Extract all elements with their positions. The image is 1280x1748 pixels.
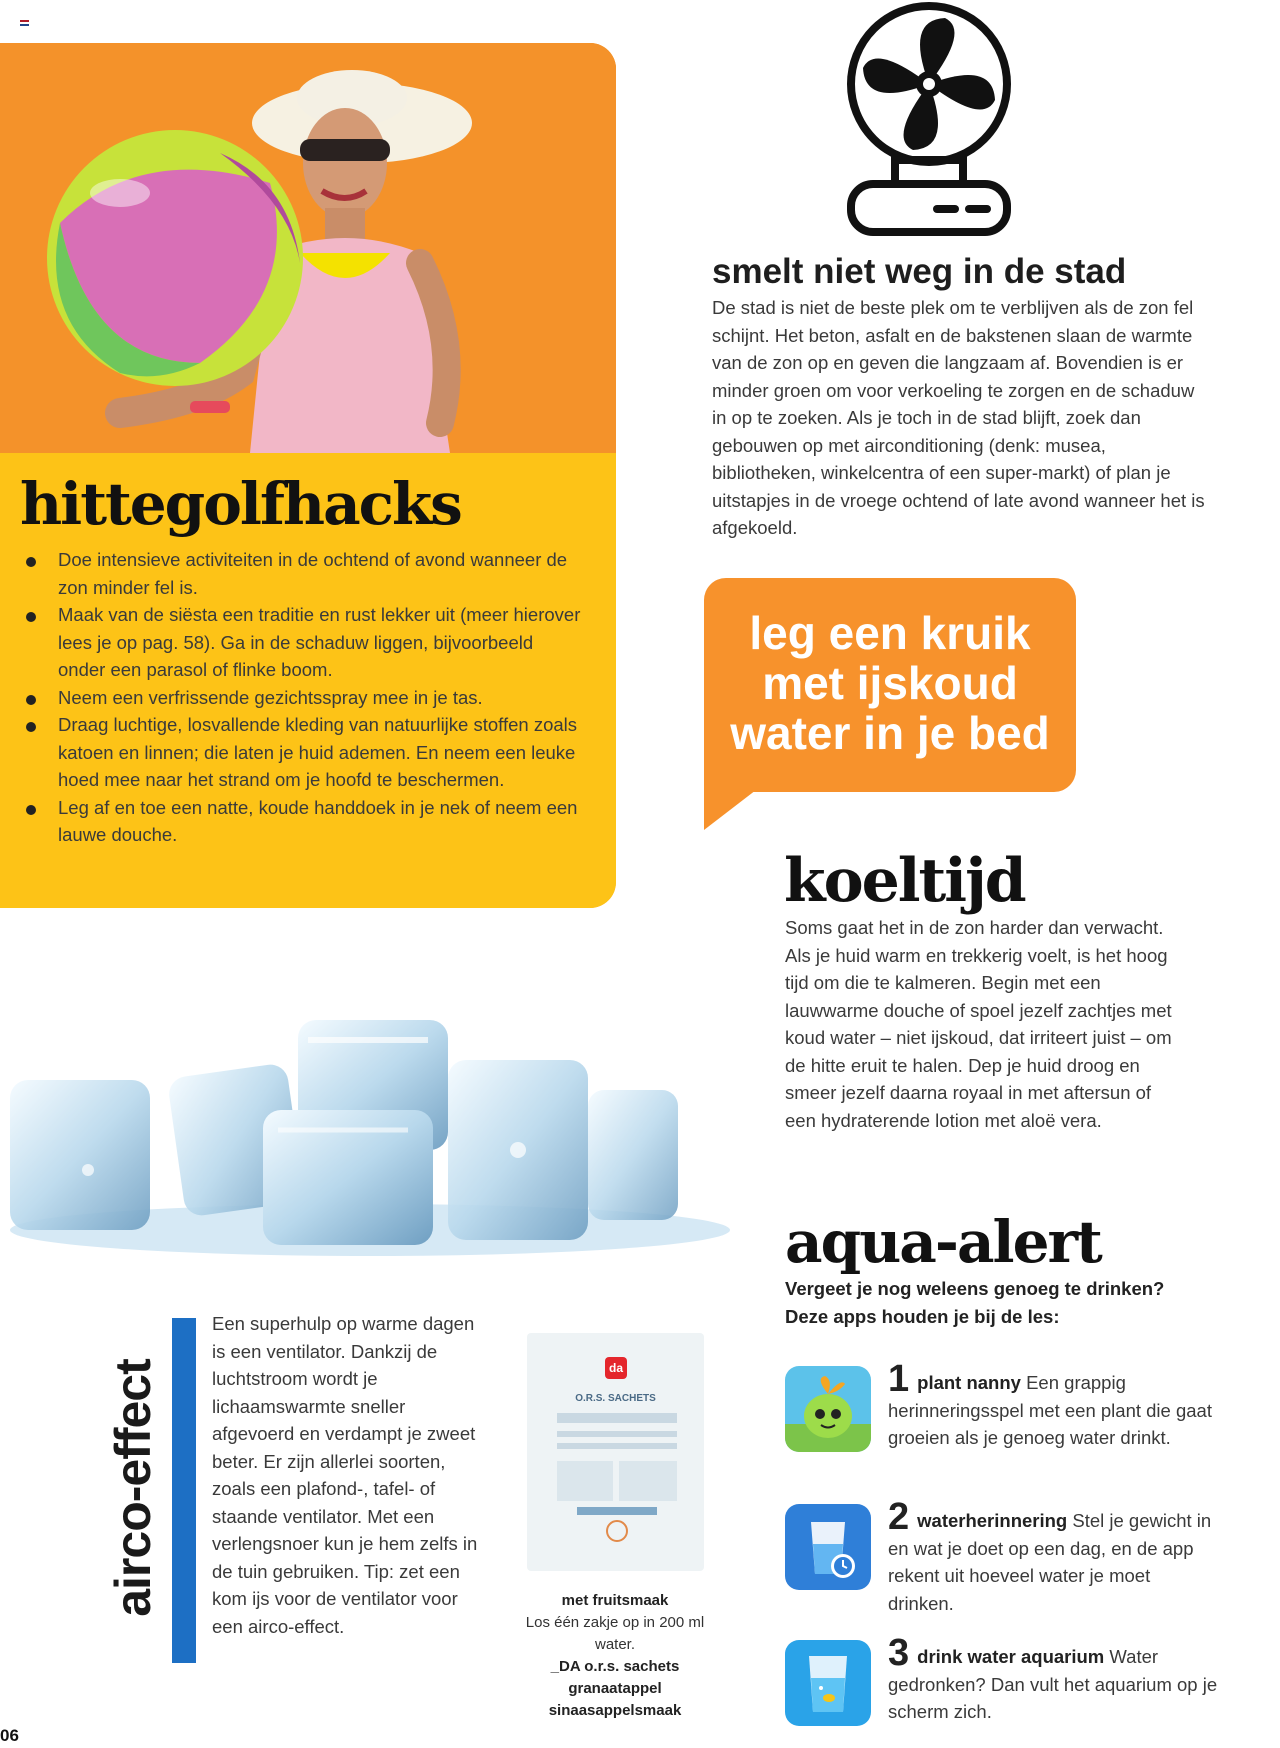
list-item: Doe intensieve activiteiten in de ochtend of avond wanneer de zon minder fel is. <box>24 546 584 601</box>
app-name: drink water aquarium <box>917 1646 1105 1667</box>
airco-title-wrap <box>88 1318 178 1658</box>
smelt-title: smelt niet weg in de stad <box>712 252 1127 291</box>
bubble-line: leg een kruik <box>749 607 1031 659</box>
airco-title: airco-effect <box>105 1359 161 1617</box>
bullet-icon <box>26 695 36 705</box>
smelt-body: De stad is niet de beste plek om te verblijven als de zon fel schijnt. Het beton, asfalt en de bakstenen slaan de warmte van de zon op en geven die langzaam af. Bovendien is er minder groen om voor verkoeling te zorgen en de schaduw in op te zoeken. Als je toch in de stad blijft, zoek dan gebouwen op met airconditioning (denk: musea, bibliotheken, winkelcentra of een super-markt) of plan je uitstapjes in de vroege ochtend of late avond wanneer het is afgekoeld. <box>712 297 1205 538</box>
product-caption <box>520 1590 710 1722</box>
koeltijd-body: Soms gaat het in de zon harder dan verwacht. Als je huid warm en trekkerig voelt, is het hoog tijd om die te kalmeren. Begin met een lauwwarme douche of spoel jezelf zachtjes met koud water – niet ijskoud, dat irriteert juist – om de hitte eruit te halen. Dep je huid droog en smeer jezelf daarna royaal in met aftersun of een hydraterende lotion met aloë vera. <box>785 917 1172 1131</box>
airco-body: Een superhulp op warme dagen is een ventilator. Dankzij de luchtstroom wordt je lichaamswarmte sneller afgevoerd en verdampt je zweet beter. Er zijn allerlei soorten, zoals een plafond-, tafel- of staande ventilator. Met een verlengsnoer kun je hem zelfs in de tuin gebruiken. Tip: zet een kom ijs voor de ventilator voor een airco-effect. <box>212 1313 478 1637</box>
plant-nanny-icon[interactable] <box>785 1366 871 1452</box>
bullet-icon <box>26 722 36 732</box>
bullet-icon <box>26 612 36 622</box>
bubble-line: water in je bed <box>730 707 1050 759</box>
flag-icon <box>20 20 29 26</box>
airco-accent-bar <box>172 1318 196 1663</box>
aqua-title: aqua-alert <box>785 1208 1101 1276</box>
caption-flavor: sinaasappelsmaak <box>548 1702 682 1719</box>
bullet-icon <box>26 805 36 815</box>
water-reminder-icon[interactable] <box>785 1504 871 1590</box>
aqua-subtitle: Vergeet je nog weleens genoeg te drinken? Deze apps houden je bij de les: <box>785 1278 1165 1327</box>
bullet-icon <box>26 557 36 567</box>
page-number: 06 <box>0 1726 19 1745</box>
list-item: Maak van de siësta een traditie en rust lekker uit (meer hierover lees je op pag. 58). Ga in de schaduw liggen, bijvoorbeeld onder een parasol of flinke boom. <box>24 601 584 684</box>
app-description: Stel je gewicht in en wat je doet op een dag, en de app rekent uit hoeveel water je moet drinken. <box>888 1510 1212 1614</box>
fan-icon <box>845 0 1013 238</box>
hittegolf-title: hittegolfhacks <box>20 470 461 538</box>
app-description: Water gedronken? Dan vult het aquarium op je scherm zich. <box>888 1646 1218 1722</box>
tip-bubble <box>704 578 1076 792</box>
hittegolf-list <box>24 546 584 849</box>
product-pack-title: O.R.S. SACHETS <box>575 1393 656 1404</box>
app-number: 1 <box>888 1358 910 1400</box>
ors-sachets-product <box>527 1333 704 1571</box>
app-number: 2 <box>888 1496 910 1538</box>
caption-text: Los één zakje op in 200 ml water. <box>525 1614 705 1653</box>
beach-photo <box>0 43 616 453</box>
app-name: waterherinnering <box>917 1510 1068 1531</box>
list-item: Neem een verfrissende gezichtsspray mee in je tas. <box>24 684 584 712</box>
bubble-line: met ijskoud <box>762 657 1018 709</box>
ice-cubes-image <box>8 1000 732 1300</box>
app-number: 3 <box>888 1632 910 1674</box>
app-description: Een grappig herinneringsspel met een plant die gaat groeien als je genoeg water drinkt. <box>888 1372 1212 1448</box>
caption-flavor: granaatappel <box>568 1680 662 1697</box>
caption-brand: _DA o.r.s. sachets <box>550 1658 680 1675</box>
da-logo: da <box>605 1357 627 1379</box>
product-pack-graphic <box>557 1413 677 1543</box>
koeltijd-title: koeltijd <box>784 846 1025 916</box>
aquarium-icon[interactable] <box>785 1640 871 1726</box>
list-item: Leg af en toe een natte, koude handdoek in je nek of neem een lauwe douche. <box>24 794 584 849</box>
caption-title: met fruitsmaak <box>561 1592 669 1609</box>
list-item: Draag luchtige, losvallende kleding van natuurlijke stoffen zoals katoen en linnen; die laten je huid ademen. En neem een leuke hoed mee naar het strand om je hoofd te beschermen. <box>24 711 584 794</box>
app-name: plant nanny <box>917 1372 1021 1393</box>
